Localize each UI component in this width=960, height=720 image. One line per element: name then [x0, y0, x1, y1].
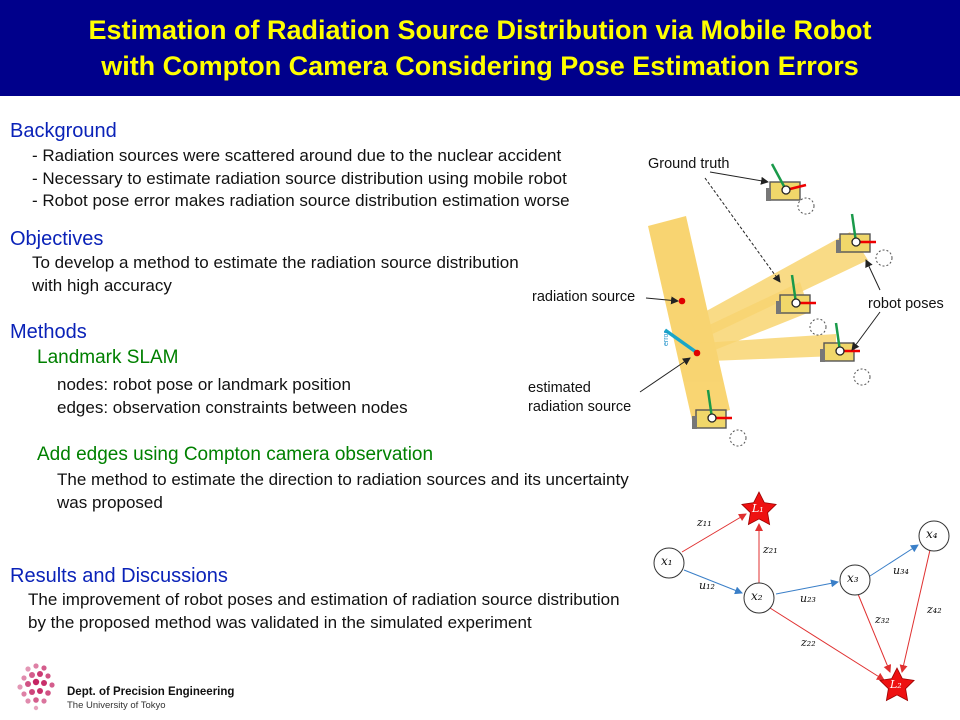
- edge-label-z22: z₂₂: [801, 636, 816, 649]
- robot-poses-label: robot poses: [868, 296, 944, 312]
- background-item-3: - Robot pose error makes radiation source distribution estimation worse: [32, 191, 570, 210]
- edge-z22: [770, 608, 884, 680]
- radiation-source-label: radiation source: [532, 289, 636, 305]
- objectives-line-1: To develop a method to estimate the radiation source distribution: [32, 253, 519, 272]
- edge-label-z42: z₄₂: [927, 603, 942, 616]
- edge-z11: [682, 514, 746, 552]
- background-item-2: - Necessary to estimate radiation source distribution using mobile robot: [32, 168, 567, 188]
- estimated-label-line-2: radiation source: [528, 399, 632, 415]
- university-logo-mark: [6, 660, 66, 712]
- objectives-heading: Objectives: [10, 228, 104, 250]
- landmark-slam-heading: Landmark SLAM: [37, 347, 179, 368]
- background-item-1: - Radiation sources were scattered around due to the nuclear accident: [32, 146, 562, 165]
- logo-university-text: The University of Tokyo: [67, 700, 166, 711]
- background-heading: Background: [10, 120, 117, 142]
- edge-label-u12: u₁₂: [699, 579, 715, 592]
- edge-z32: [858, 594, 890, 672]
- edge-label-z11: z₁₁: [697, 516, 712, 529]
- edge-label-z32: z₃₂: [875, 613, 890, 626]
- logo-dept-text: Dept. of Precision Engineering: [67, 686, 235, 698]
- compton-line-2: was proposed: [57, 493, 163, 512]
- landmark-slam-line-1: nodes: robot pose or landmark position: [57, 375, 351, 394]
- results-line-2: by the proposed method was validated in the simulated experiment: [28, 613, 532, 632]
- results-heading: Results and Discussions: [10, 565, 228, 587]
- node-label-x4: x₄: [926, 527, 938, 541]
- results-line-1: The improvement of robot poses and estimation of radiation source distribution: [28, 590, 620, 609]
- edge-label-u23: u₂₃: [800, 592, 816, 605]
- node-label-x3: x₃: [847, 571, 859, 585]
- compton-heading: Add edges using Compton camera observation: [37, 444, 434, 465]
- edge-label-z21: z₂₁: [763, 543, 778, 556]
- landmark-label-L1: L₁: [752, 502, 764, 515]
- title-line-1: Estimation of Radiation Source Distribution via Mobile Robot: [88, 15, 872, 45]
- edge-label-u34: u₃₄: [893, 564, 909, 577]
- node-label-x1: x₁: [661, 554, 673, 568]
- node-label-x2: x₂: [751, 589, 763, 603]
- methods-heading: Methods: [10, 321, 87, 343]
- error-text: error: [663, 331, 670, 346]
- landmark-slam-line-2: edges: observation constraints between nodes: [57, 398, 408, 417]
- objectives-line-2: with high accuracy: [32, 276, 172, 295]
- ground-truth-label: Ground truth: [648, 156, 730, 172]
- title-line-2: with Compton Camera Considering Pose Estimation Errors: [101, 51, 859, 81]
- landmark-label-L2: L₂: [890, 678, 902, 691]
- compton-line-1: The method to estimate the direction to radiation sources and its uncertainty: [57, 470, 629, 489]
- estimated-label-line-1: estimated: [528, 380, 591, 396]
